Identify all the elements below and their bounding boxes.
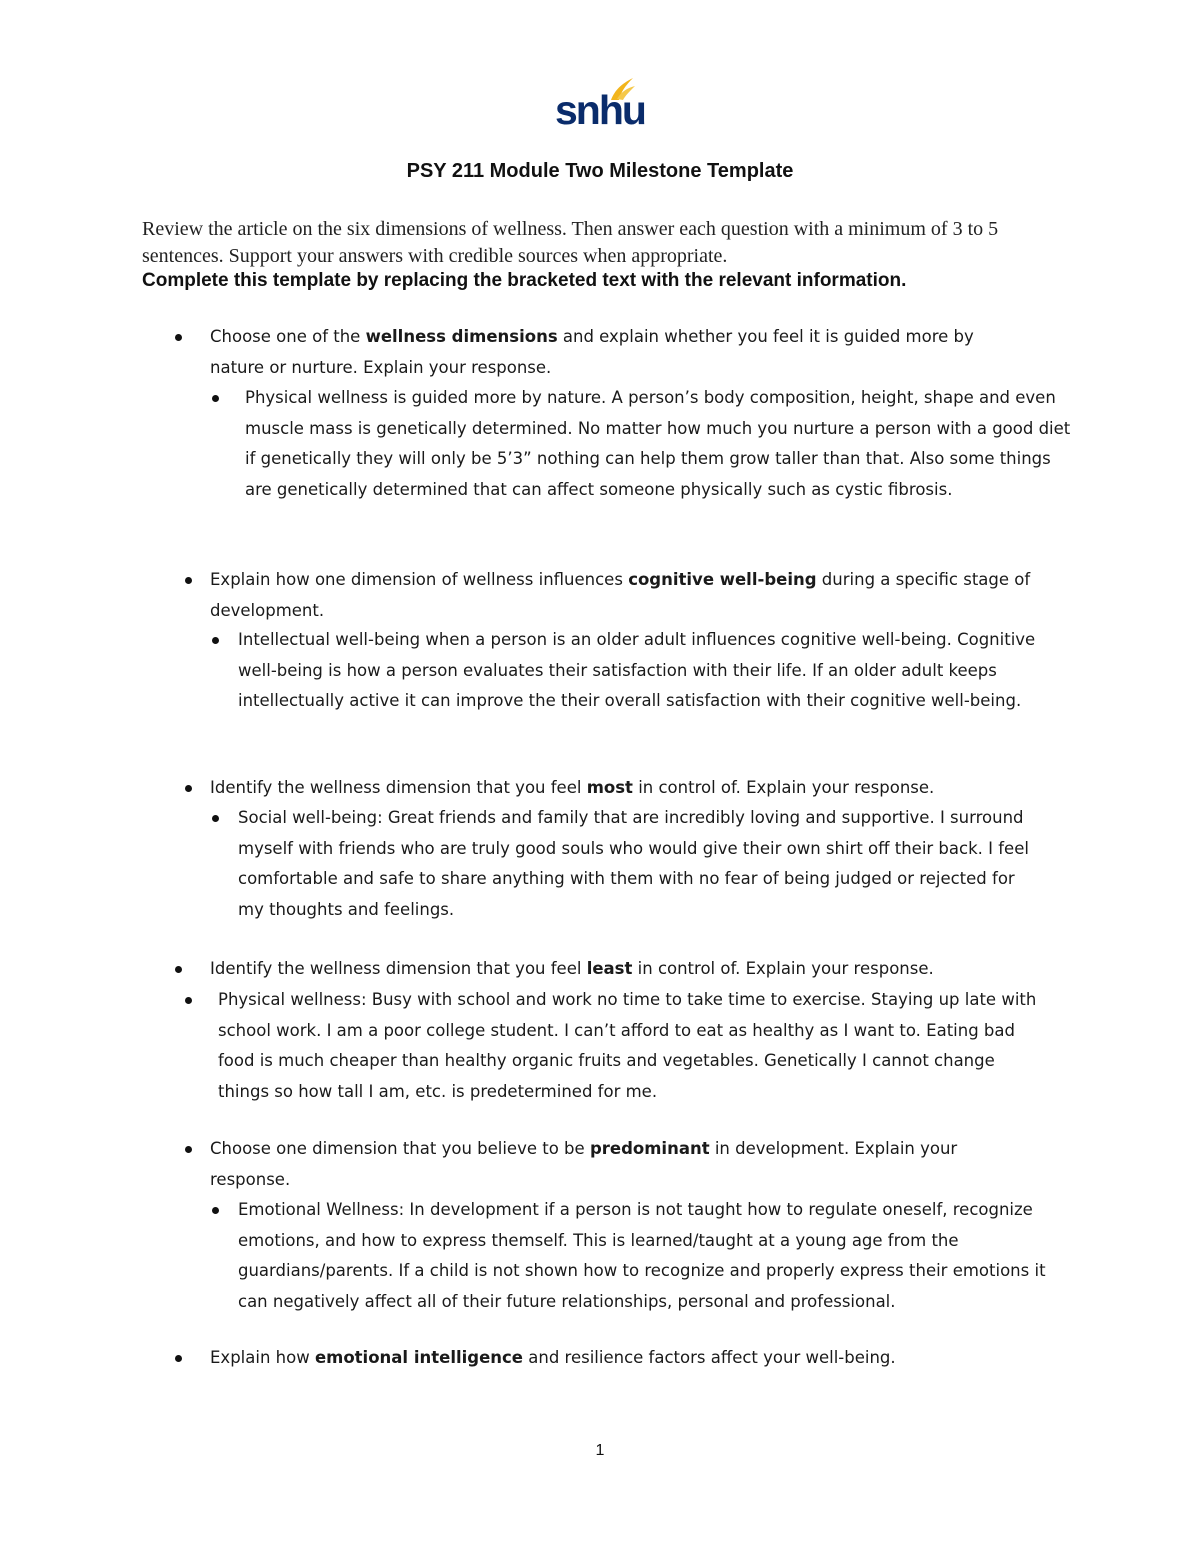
- bullet-icon: [185, 1146, 192, 1153]
- bullet-icon: [175, 1355, 182, 1362]
- question-5: Choose one dimension that you believe to be predominant in development. Explain your response.: [210, 1139, 958, 1189]
- answer-2: Intellectual well-being when a person is an older adult influences cognitive well-being. Cognitive well-being is how a person evaluates their satisfaction with their life. If an older adult keeps intellectually active it can improve the their overall satisfaction with their cognitive well-being.: [238, 630, 1036, 710]
- page-number: 1: [595, 1442, 605, 1459]
- answer-5: Emotional Wellness: In development if a person is not taught how to regulate oneself, recognize emotions, and how to express themself. This is learned/taught at a young age from the guardians/parents. If a child is not shown how to recognize and properly express their emotions it can negatively affect all of their future relationships, personal and professional.: [238, 1200, 1046, 1311]
- page-title: PSY 211 Module Two Milestone Template: [406, 160, 794, 182]
- bullet-icon: [212, 395, 219, 402]
- bullet-icon: [185, 785, 192, 792]
- bullet-icon: [185, 577, 192, 584]
- bullet-icon: [175, 966, 182, 973]
- intro-text: Review the article on the six dimensions of wellness. Then answer each question with a minimum of 3 to 5 sentences. Support your answers with credible sources when appropriate.: [142, 218, 999, 267]
- bullet-icon: [175, 334, 182, 341]
- question-1: Choose one of the wellness dimensions and explain whether you feel it is guided more by nature or nurture. Explain your response.: [210, 327, 974, 377]
- bullet-icon: [212, 1207, 219, 1214]
- question-4: Identify the wellness dimension that you feel least in control of. Explain your response.: [210, 959, 934, 978]
- answer-1: Physical wellness is guided more by nature. A person’s body composition, height, shape and even muscle mass is genetically determined. No matter how much you nurture a person with a good diet if genetically they will only be 5’3” nothing can help them grow taller than that. Also some things are genetically determined that can affect someone physically such as cystic fibrosis.: [245, 388, 1071, 499]
- answer-4: Physical wellness: Busy with school and work no time to take time to exercise. Staying up late with school work. I am a poor college student. I can’t afford to eat as healthy as I want to. Eating bad food is much cheaper than healthy organic fruits and vegetables. Genetically I cannot change things so how tall I am, etc. is predetermined for me.: [218, 990, 1037, 1101]
- question-2: Explain how one dimension of wellness influences cognitive well-being during a specific stage of development.: [210, 570, 1031, 620]
- bullet-icon: [212, 637, 219, 644]
- bullet-icon: [185, 997, 192, 1004]
- bullet-icon: [212, 815, 219, 822]
- question-6: Explain how emotional intelligence and resilience factors affect your well-being.: [210, 1348, 896, 1367]
- intro-instruction: Complete this template by replacing the bracketed text with the relevant information.: [142, 270, 907, 291]
- logo-wordmark: snhu: [555, 87, 645, 133]
- snhu-logo: [555, 72, 645, 134]
- answer-3: Social well-being: Great friends and family that are incredibly loving and supportive. I surround myself with friends who are truly good souls who would give their own shirt off their back. I feel comfortable and safe to share anything with them with no fear of being judged or rejected for my thoughts and feelings.: [238, 808, 1029, 919]
- question-3: Identify the wellness dimension that you feel most in control of. Explain your response.: [210, 778, 935, 797]
